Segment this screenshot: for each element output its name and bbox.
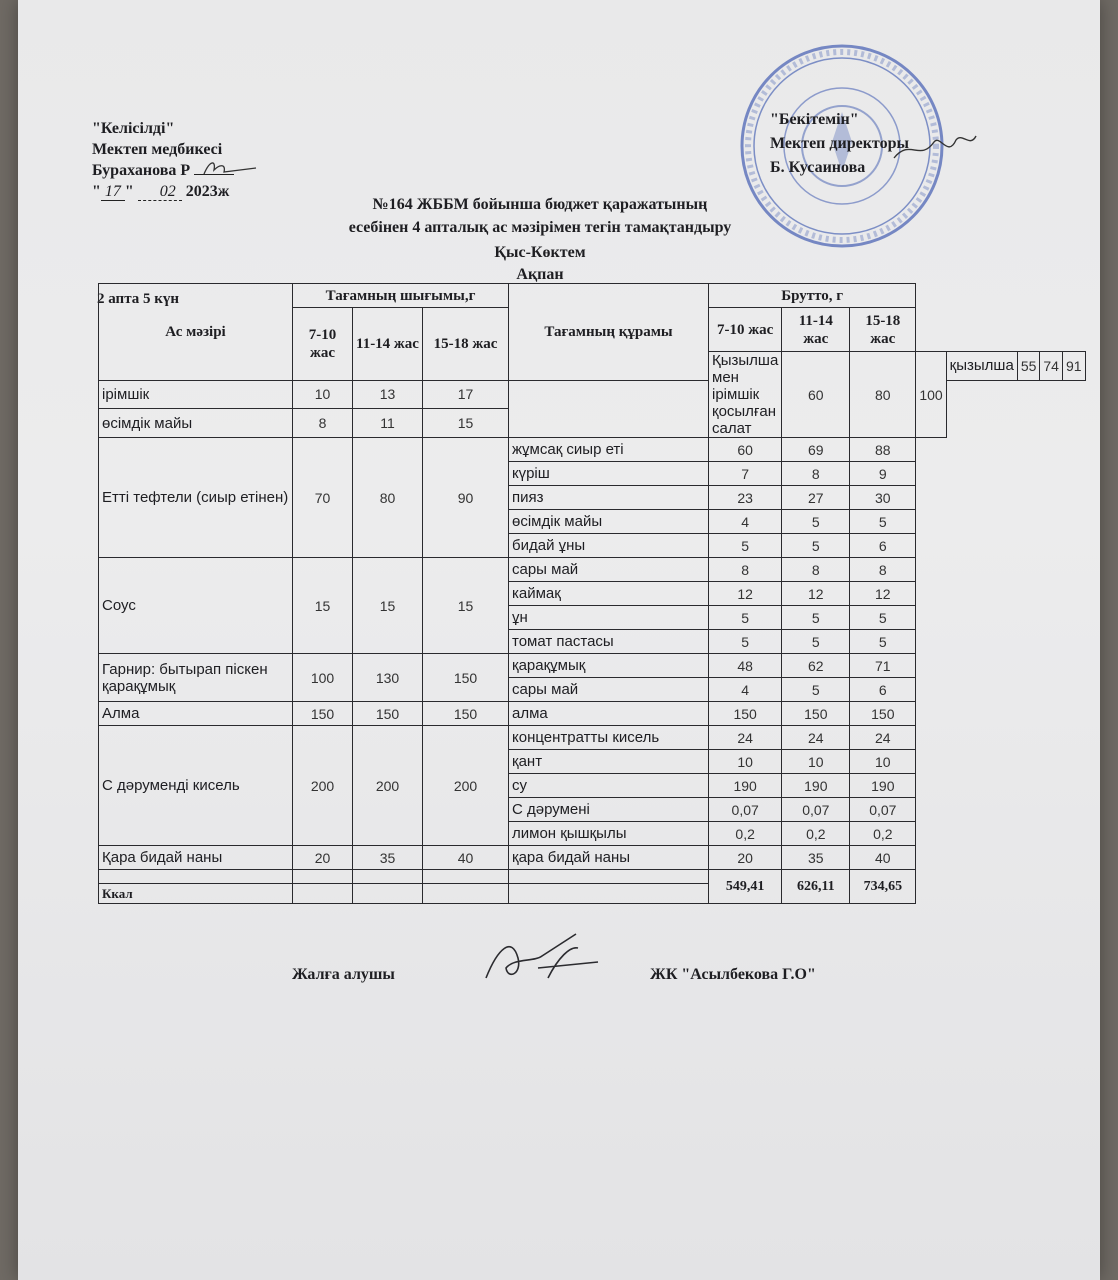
gross-age-7-10: 7-10 жас: [709, 308, 782, 352]
ingredient-gross: 12: [709, 582, 782, 606]
ingredient-gross: 24: [709, 726, 782, 750]
ingredient-gross: 150: [850, 702, 916, 726]
ingredient-gross: 30: [850, 486, 916, 510]
dish-yield: 40: [423, 846, 509, 870]
gross-age-15-18: 15-18 жас: [850, 308, 916, 352]
dish-yield: 15: [293, 558, 353, 654]
empty-cell: [423, 870, 509, 884]
ingredient-gross: 190: [709, 774, 782, 798]
ingredient-name: томат пастасы: [509, 630, 709, 654]
ingredient-gross: 35: [782, 846, 850, 870]
agreed-label: "Келісілді": [92, 120, 175, 137]
ingredient-name: ұн: [509, 606, 709, 630]
ingredient-gross: 91: [1062, 352, 1085, 381]
yield-age-11-14: 11-14 жас: [353, 308, 423, 381]
ingredient-gross: 150: [709, 702, 782, 726]
empty-cell: [509, 870, 709, 884]
dish-yield: 80: [850, 352, 916, 438]
ingredient-gross: 0,2: [709, 822, 782, 846]
dish-yield: 80: [353, 438, 423, 558]
dish-yield: 200: [293, 726, 353, 846]
ingredient-gross: 17: [423, 380, 509, 409]
ingredient-gross: 71: [850, 654, 916, 678]
ingredient-gross: 150: [782, 702, 850, 726]
doc-title-line1: №164 ЖББМ бойынша бюджет қаражатының: [372, 196, 708, 213]
dish-yield: 200: [353, 726, 423, 846]
dish-name: С дәруменді кисель: [99, 726, 293, 846]
ingredient-gross: 5: [850, 510, 916, 534]
ingredient-name: концентратты кисель: [509, 726, 709, 750]
ingredient-gross: 60: [709, 438, 782, 462]
supplier-label: ЖК "Асылбекова Г.О": [650, 966, 816, 983]
dish-yield: 150: [353, 702, 423, 726]
gross-age-11-14: 11-14 жас: [782, 308, 850, 352]
approved-name: Б. Кусаинова: [770, 159, 866, 176]
ingredient-gross: 0,2: [782, 822, 850, 846]
dish-yield: 20: [293, 846, 353, 870]
ingredient-gross: 6: [850, 534, 916, 558]
composition-header: Тағамның құрамы: [509, 284, 709, 381]
ingredient-gross: 10: [709, 750, 782, 774]
agreed-role: Мектеп медбикесі: [92, 141, 223, 158]
dish-yield: 60: [782, 352, 850, 438]
ingredient-gross: 62: [782, 654, 850, 678]
total-gross: 549,41: [709, 870, 782, 904]
agreed-date-month: 02: [138, 183, 182, 201]
ingredient-gross: 10: [782, 750, 850, 774]
ingredient-gross: 190: [850, 774, 916, 798]
ingredient-name: лимон қышқылы: [509, 822, 709, 846]
ingredient-name: қант: [509, 750, 709, 774]
ingredient-gross: 8: [782, 462, 850, 486]
ingredient-gross: 20: [709, 846, 782, 870]
receiver-label: Жалға алушы: [292, 966, 395, 983]
dish-yield: 70: [293, 438, 353, 558]
dish-yield: 15: [353, 558, 423, 654]
ingredient-gross: 10: [850, 750, 916, 774]
ingredient-name: сары май: [509, 558, 709, 582]
doc-season: Қыс-Көктем: [494, 244, 586, 261]
total-gross: 734,65: [850, 870, 916, 904]
ingredient-gross: 11: [353, 409, 423, 438]
agreed-date-year: 2023ж: [185, 183, 230, 200]
ingredient-gross: 88: [850, 438, 916, 462]
dish-yield: 35: [353, 846, 423, 870]
ingredient-gross: 4: [709, 678, 782, 702]
doc-title-line2: есебінен 4 апталық ас мәзірімен тегін тамақтандыру: [348, 219, 732, 236]
ingredient-gross: 0,07: [709, 798, 782, 822]
total-gross: 626,11: [782, 870, 850, 904]
ingredient-gross: 40: [850, 846, 916, 870]
totals-row: [99, 870, 1086, 884]
ingredient-gross: 5: [782, 534, 850, 558]
yield-header: Тағамның шығымы,г: [293, 284, 509, 308]
ingredient-name: ірімшік: [99, 380, 293, 409]
ingredient-gross: 74: [1040, 352, 1063, 381]
receiver-signature: [478, 928, 608, 990]
empty-cell: [353, 884, 423, 904]
ingredient-gross: 7: [709, 462, 782, 486]
ingredient-gross: 10: [293, 380, 353, 409]
dish-yield: 100: [293, 654, 353, 702]
empty-cell: [353, 870, 423, 884]
ingredient-gross: 5: [850, 606, 916, 630]
ingredient-name: жұмсақ сиыр еті: [509, 438, 709, 462]
ingredient-gross: 13: [353, 380, 423, 409]
agreed-block: "Келісілді" Мектеп медбикесі Бураханова Р " 17 " 02 2023ж: [92, 118, 234, 202]
ingredient-gross: 9: [850, 462, 916, 486]
ingredient-gross: 5: [782, 630, 850, 654]
empty-cell: [99, 870, 293, 884]
dish-name: Алма: [99, 702, 293, 726]
yield-age-7-10: 7-10 жас: [293, 308, 353, 381]
ingredient-gross: 5: [782, 510, 850, 534]
dish-yield: 15: [423, 558, 509, 654]
ingredient-name: қарақұмық: [509, 654, 709, 678]
ingredient-name: қызылша: [946, 352, 1017, 381]
yield-age-15-18: 15-18 жас: [423, 308, 509, 381]
menu-header: Ас мәзірі: [99, 284, 293, 381]
ingredient-gross: 8: [293, 409, 353, 438]
director-signature: [890, 128, 980, 168]
dish-yield: 200: [423, 726, 509, 846]
nurse-signature: [200, 158, 260, 178]
dish-yield: 130: [353, 654, 423, 702]
table-row: [99, 438, 1086, 462]
table-row: [99, 702, 1086, 726]
ingredient-gross: 5: [782, 678, 850, 702]
ingredient-gross: 6: [850, 678, 916, 702]
gross-header: Брутто, г: [709, 284, 916, 308]
dish-yield: 150: [423, 654, 509, 702]
ingredient-gross: 5: [782, 606, 850, 630]
kcal-row: [99, 884, 1086, 904]
table-row: [99, 558, 1086, 582]
ingredient-name: су: [509, 774, 709, 798]
ingredient-gross: 5: [850, 630, 916, 654]
ingredient-name: алма: [509, 702, 709, 726]
ingredient-name: өсімдік майы: [509, 510, 709, 534]
ingredient-gross: 12: [850, 582, 916, 606]
ingredient-name: С дәрумені: [509, 798, 709, 822]
dish-yield: 100: [916, 352, 946, 438]
ingredient-name: каймақ: [509, 582, 709, 606]
menu-table: [98, 283, 1086, 904]
approved-role: Мектеп директоры: [770, 135, 909, 152]
table-row: [99, 654, 1086, 678]
ingredient-gross: 24: [782, 726, 850, 750]
dish-name: Соус: [99, 558, 293, 654]
doc-month: Ақпан: [516, 266, 564, 283]
ingredient-gross: 55: [1017, 352, 1040, 381]
ingredient-gross: 5: [709, 534, 782, 558]
ingredient-gross: 8: [850, 558, 916, 582]
ingredient-gross: 15: [423, 409, 509, 438]
ingredient-gross: 8: [709, 558, 782, 582]
ingredient-gross: 0,2: [850, 822, 916, 846]
ingredient-gross: 48: [709, 654, 782, 678]
ingredient-gross: 69: [782, 438, 850, 462]
agreed-name: Бураханова Р: [92, 162, 191, 179]
ingredient-gross: 23: [709, 486, 782, 510]
week-day-label: 2 апта 5 күн: [97, 291, 180, 307]
ingredient-gross: 27: [782, 486, 850, 510]
dish-name: Қызылша мен ірімшік қосылған салат: [709, 352, 782, 438]
empty-cell: [293, 884, 353, 904]
ingredient-gross: 0,07: [850, 798, 916, 822]
ingredient-gross: 0,07: [782, 798, 850, 822]
approved-block: [770, 108, 909, 180]
ingredient-gross: 190: [782, 774, 850, 798]
ingredient-gross: 12: [782, 582, 850, 606]
dish-yield: 150: [293, 702, 353, 726]
dish-name: Гарнир: бытырап піскен қарақұмық: [99, 654, 293, 702]
table-row: [99, 846, 1086, 870]
dish-yield: 150: [423, 702, 509, 726]
ingredient-gross: 5: [709, 606, 782, 630]
agreed-date-day: 17: [101, 183, 125, 201]
ingredient-gross: 4: [709, 510, 782, 534]
ingredient-name: пияз: [509, 486, 709, 510]
ingredient-name: бидай ұны: [509, 534, 709, 558]
empty-cell: [293, 870, 353, 884]
ingredient-name: сары май: [509, 678, 709, 702]
empty-cell: [423, 884, 509, 904]
ingredient-name: күріш: [509, 462, 709, 486]
ingredient-name: өсімдік майы: [99, 409, 293, 438]
ingredient-name: қара бидай наны: [509, 846, 709, 870]
ingredient-gross: 8: [782, 558, 850, 582]
dish-yield: 90: [423, 438, 509, 558]
table-row: [99, 726, 1086, 750]
kcal-label: Ккал: [99, 884, 293, 904]
empty-cell: [509, 884, 709, 904]
ingredient-gross: 5: [709, 630, 782, 654]
ingredient-gross: 24: [850, 726, 916, 750]
dish-name: Қара бидай наны: [99, 846, 293, 870]
approved-label: "Бекітемін": [770, 111, 859, 128]
dish-name: Етті тефтели (сиыр етінен): [99, 438, 293, 558]
